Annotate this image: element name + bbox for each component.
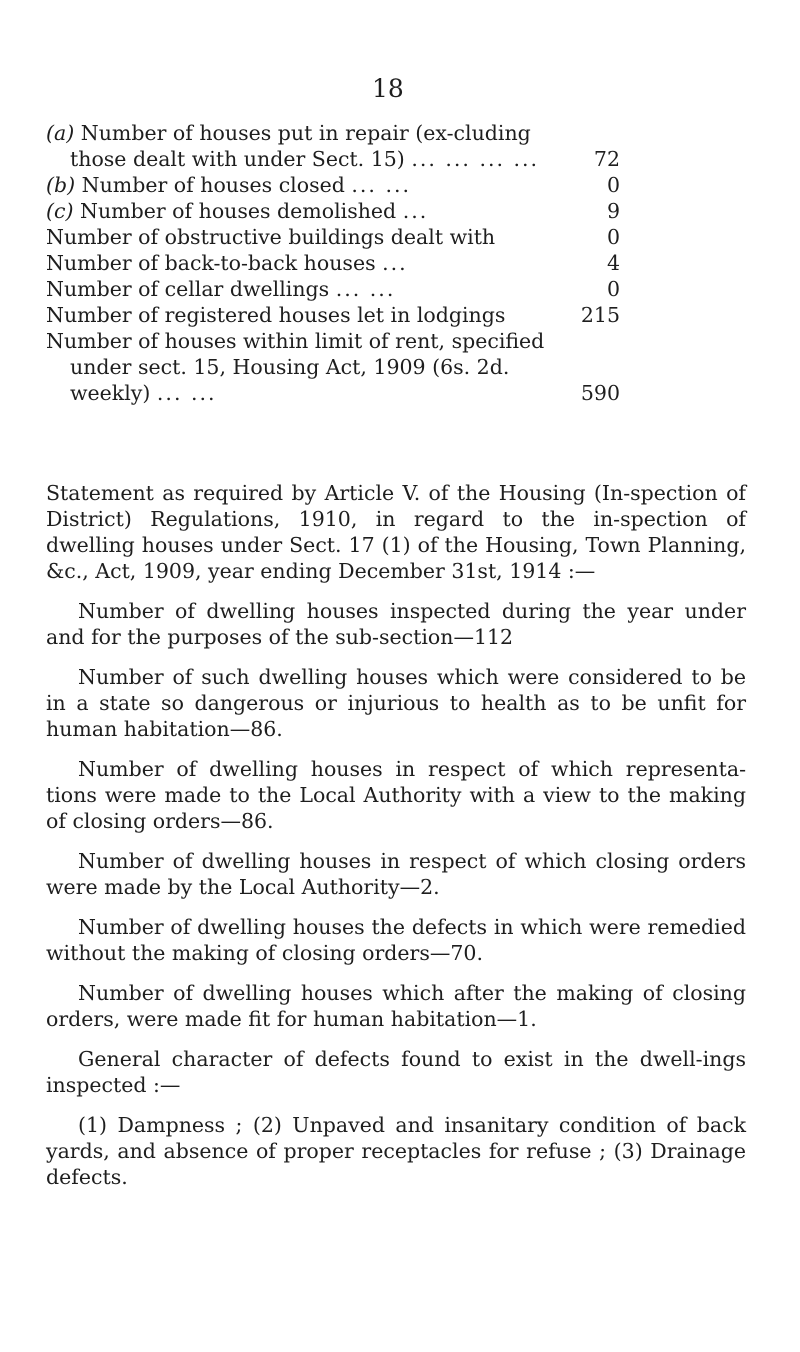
paragraph: Number of dwelling houses inspected during the year under and for the purposes of the sub-section—112 <box>46 599 746 649</box>
inspection-statement <box>46 480 746 1204</box>
paragraph: General character of defects found to exist in the dwell-ings inspected :— <box>46 1047 746 1097</box>
row-value: 0 <box>606 277 620 301</box>
page-number: 18 <box>372 74 404 103</box>
row-label: (a) Number of houses put in repair (ex-cluding those dealt with under Sect. 15) ... ... ... ... <box>46 121 540 171</box>
paragraph: Number of dwelling houses the defects in which were remedied without the making of closing orders—70. <box>46 915 746 965</box>
table-row <box>46 276 620 302</box>
row-prefix: (b) <box>46 173 76 197</box>
paragraph: Number of dwelling houses in respect of which representa-tions were made to the Local Authority with a view to the making of closing orders—86. <box>46 757 746 833</box>
paragraph: Number of dwelling houses in respect of which closing orders were made by the Local Authority—2. <box>46 849 746 899</box>
housing-statistics-table <box>46 120 620 406</box>
row-label: (b) Number of houses closed ... ... <box>46 173 411 197</box>
row-value: 215 <box>580 303 620 327</box>
row-value: 4 <box>606 251 620 275</box>
row-leader: ... ... ... ... <box>411 147 540 171</box>
row-leader: ... <box>382 251 408 275</box>
row-value: 9 <box>606 199 620 223</box>
row-prefix: (a) <box>46 121 75 145</box>
table-row <box>46 198 620 224</box>
table-row <box>46 328 620 406</box>
row-label: Number of obstructive buildings dealt with <box>46 225 496 249</box>
statement-intro: Statement as required by Article V. of the Housing (In-spection of District) Regulations, 1910, in regard to the in-spection of dwelling houses under Sect. 17 (1) of the Housing, Town Planning, &c., Act, 1909, year ending December 31st, 1914 :— <box>46 481 746 583</box>
row-leader: ... ... <box>351 173 411 197</box>
paragraph: Number of dwelling houses which after the making of closing orders, were made fit for human habitation—1. <box>46 981 746 1031</box>
table-row <box>46 250 620 276</box>
row-leader: ... ... <box>156 381 217 405</box>
row-value: 590 <box>580 381 620 405</box>
row-label: Number of registered houses let in lodgings <box>46 303 506 327</box>
table-row <box>46 172 620 198</box>
table-row <box>46 224 620 250</box>
row-leader: ... ... <box>335 277 396 301</box>
row-prefix: (c) <box>46 199 74 223</box>
table-row <box>46 120 620 172</box>
row-label: Number of cellar dwellings ... ... <box>46 277 396 301</box>
table-row <box>46 302 620 328</box>
row-label: (c) Number of houses demolished ... <box>46 199 429 223</box>
paragraph: Number of such dwelling houses which were considered to be in a state so dangerous or injurious to health as to be unfit for human habitation—86. <box>46 665 746 741</box>
defects-list: (1) Dampness ; (2) Unpaved and insanitary condition of back yards, and absence of proper receptacles for refuse ; (3) Drainage defects. <box>46 1113 746 1189</box>
row-value: 0 <box>606 225 620 249</box>
row-leader: ... <box>402 199 429 223</box>
row-value: 0 <box>606 173 620 197</box>
row-label: Number of back-to-back houses ... <box>46 251 408 275</box>
row-value: 72 <box>593 147 620 171</box>
row-label: Number of houses within limit of rent, specified under sect. 15, Housing Act, 1909 (6s. 2d. weekly) ... ... <box>46 329 545 405</box>
